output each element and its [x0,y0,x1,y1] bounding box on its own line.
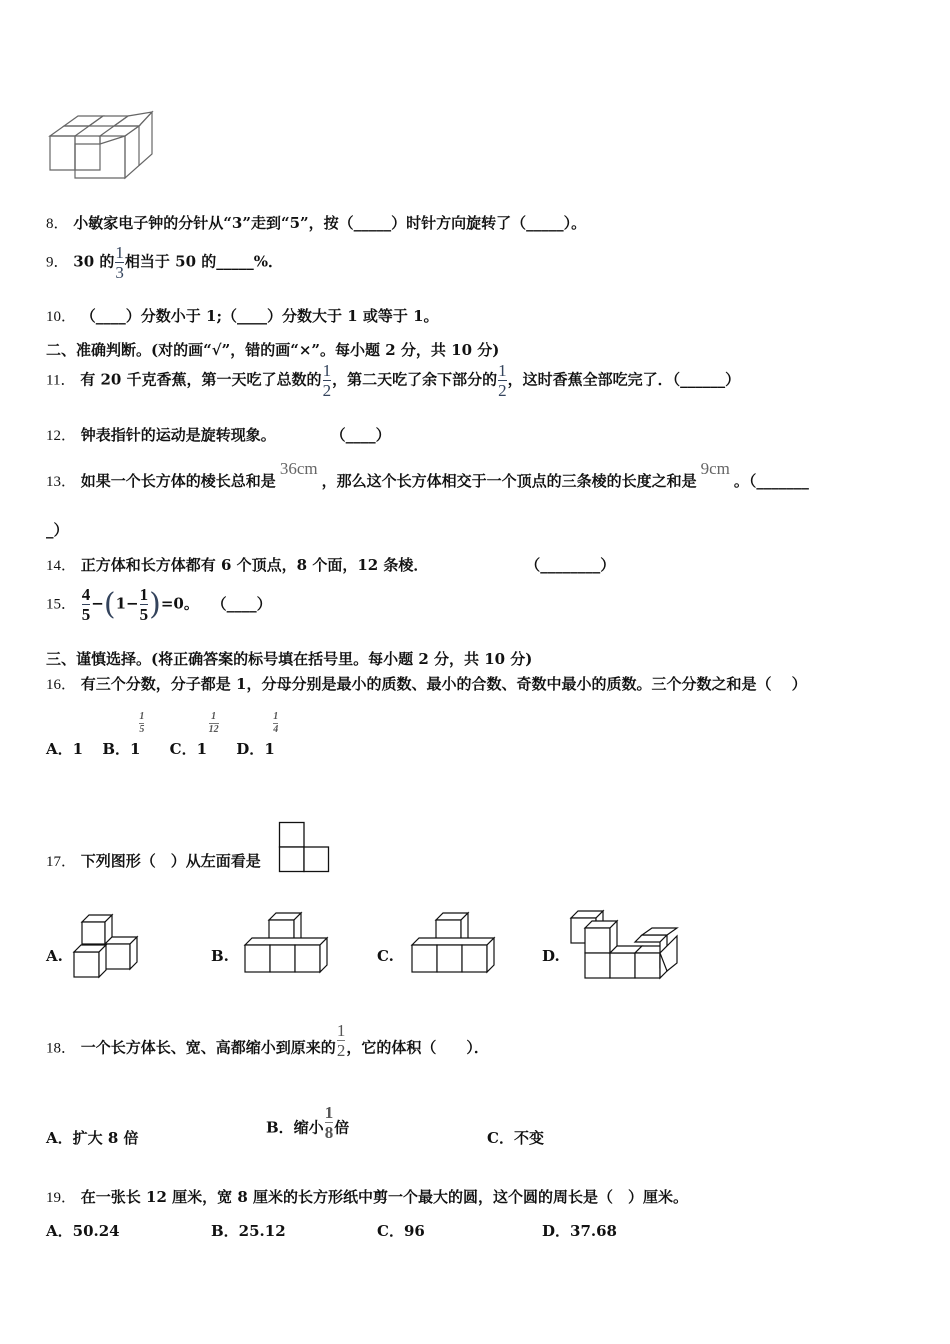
question-15: 15． $\frac{4}{5}$ −(1− $\frac{1}{5}$ )=0。 （____） [46,585,272,624]
fraction: $\frac{4}{5}$ [81,585,91,624]
q19-option-c[interactable]: C．96 [377,1222,425,1240]
question-10 [46,305,439,326]
question-number: 8． [46,216,69,232]
cube-stack-figure [48,108,156,182]
question-number: 18． [46,1040,77,1057]
question-text-b: ，那么这个长方体相交于一个顶点的三条棱的长度之和是 [321,472,697,490]
question-text: 钟表指针的运动是旋转现象。 [80,426,276,444]
q17-option-a-figure [72,910,144,980]
fraction: $\frac{1}{2}$ [322,361,332,400]
minus-sign: − [91,594,104,613]
q17-option-a-label[interactable]: A. [46,947,63,965]
question-number: 11． [46,372,76,389]
question-16-options [46,711,279,759]
q17-option-c-figure [411,910,501,976]
question-text: 小敏家电子钟的分针从“3”走到“5”，按（_____）时针方向旋转了（_____）。 [73,214,587,232]
equals-zero: =0。 [160,594,199,613]
option-c[interactable]: C．1 1 12 [169,711,219,758]
question-8 [46,212,586,233]
fraction: $\frac{1}{2}$ [336,1021,346,1060]
question-11 [46,362,740,399]
question-text: 下列图形（ ）从左面看是 [80,852,261,870]
expression-one-minus: 1− [115,594,139,613]
q18-option-c[interactable]: C．不变 [487,1129,544,1147]
fraction: $\frac{1}{3}$ [115,243,124,282]
fraction: $\frac{1}{2}$ [498,361,507,400]
q17-option-b-figure [244,910,334,976]
q17-option-d-label[interactable]: D. [542,947,560,965]
question-text-c: ，这时香蕉全部吃完了．（______） [507,370,741,389]
option-a[interactable]: A．1 [46,740,84,758]
question-text-a: 一个长方体长、宽、高都缩小到原来的 [80,1038,336,1057]
fraction: $\frac{1}{5}$ [139,585,149,624]
question-number: 14． [46,558,77,574]
answer-blank[interactable]: 。（_______ [733,472,809,490]
question-16 [46,673,807,694]
q18-option-b[interactable]: B．缩小 $\frac{1}{8}$ 倍 [266,1103,350,1142]
question-14 [46,554,615,575]
option-d[interactable]: D．1 1 4 [236,711,279,758]
value-9cm: 9cm [700,459,730,478]
q19-option-a[interactable]: A．50.24 [46,1222,120,1240]
section-2-heading: 二、准确判断。(对的画“√”，错的画“×”。每小题 2 分，共 10 分) [46,341,500,359]
q17-option-c-label[interactable]: C. [377,947,394,965]
question-18 [46,1021,489,1067]
q17-option-b-label[interactable]: B. [211,947,229,965]
answer-blank[interactable]: （____） [330,426,391,444]
question-text: （____）分数小于 1;（____）分数大于 1 或等于 1。 [80,307,439,325]
question-text: 正方体和长方体都有 6 个顶点，8 个面，12 条棱． [80,556,429,574]
question-13-continuation: _） [46,521,69,539]
option-b[interactable]: B．1 1 5 [102,711,145,758]
question-text-b: ，它的体积（ ）． [346,1038,489,1057]
question-number: 15． [46,596,77,613]
question-number: 9． [46,254,69,271]
answer-blank[interactable]: （____） [211,594,272,613]
question-19 [46,1186,688,1207]
question-12 [46,424,391,445]
question-text-pre: 30 的 [73,252,115,271]
question-number: 17． [46,854,77,870]
question-text-a: 有 20 千克香蕉，第一天吃了总数的 [80,370,322,389]
question-text: 有三个分数，分子都是 1，分母分别是最小的质数、最小的合数、奇数中最小的质数。三个分数之和是（ ） [80,675,807,693]
value-36cm: 36cm [279,459,318,478]
q17-option-d-figure [569,908,683,980]
question-text: 在一张长 12 厘米，宽 8 厘米的长方形纸中剪一个最大的圆，这个圆的周长是（ ）厘米。 [80,1188,689,1206]
question-number: 16． [46,677,77,693]
answer-blank[interactable]: （________） [525,556,616,574]
question-text-b: ，第二天吃了余下部分的 [332,370,498,389]
q19-option-b[interactable]: B．25.12 [211,1222,286,1240]
question-number: 10． [46,309,77,325]
q18-option-a[interactable]: A．扩大 8 倍 [46,1129,139,1147]
question-17 [46,850,261,871]
left-view-figure [279,822,331,874]
question-13 [46,459,809,491]
question-text-post: 相当于 50 的_____%． [124,252,283,271]
question-9 [46,244,283,281]
question-number: 13． [46,474,77,490]
question-number: 19． [46,1190,77,1206]
question-text-a: 如果一个长方体的棱长总和是 [80,472,276,490]
q19-option-d[interactable]: D．37.68 [542,1222,617,1240]
question-number: 12． [46,428,77,444]
section-3-heading: 三、谨慎选择。(将正确答案的标号填在括号里。每小题 2 分，共 10 分) [46,650,533,668]
